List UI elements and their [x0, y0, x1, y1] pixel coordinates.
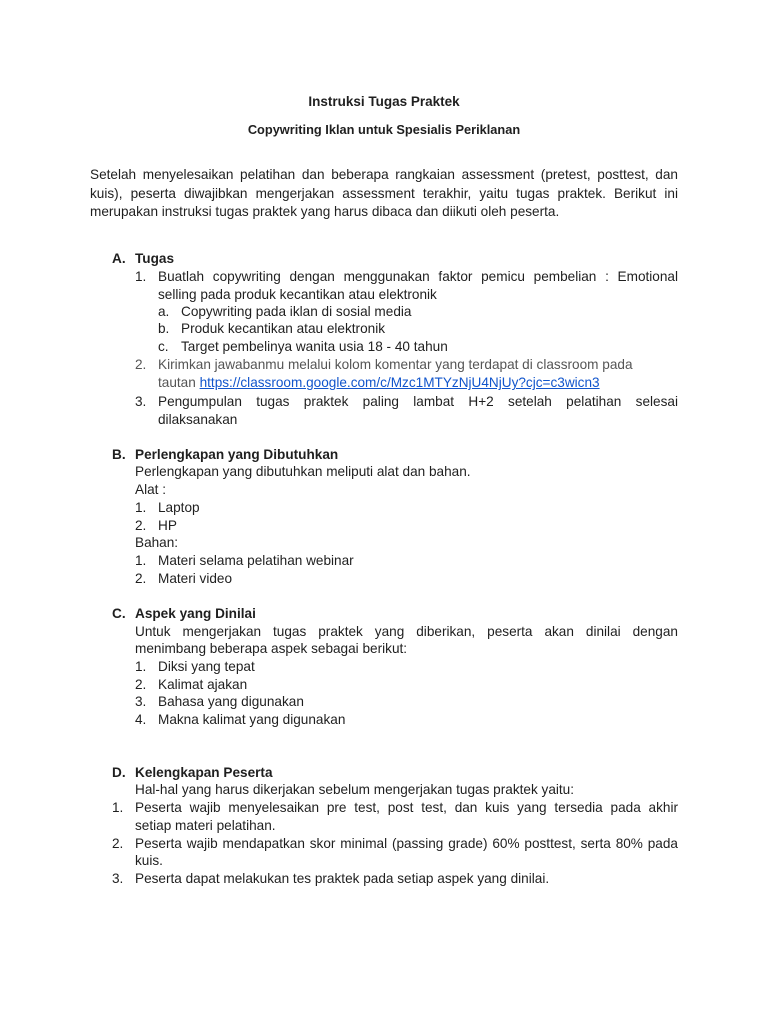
- section-d-letter: D.: [112, 765, 126, 780]
- section-d-item-1-line-2: setiap materi pelatihan.: [135, 818, 276, 833]
- sub-item-text: Produk kecantikan atau elektronik: [181, 321, 386, 336]
- section-c-description-line-1: Untuk mengerjakan tugas praktek yang diberikan, peserta akan dinilai dengan: [135, 624, 678, 639]
- list-number: 3.: [112, 871, 124, 886]
- section-d-item-2-line-2: kuis.: [135, 853, 163, 868]
- section-a-item-2-number: 2.: [135, 357, 147, 372]
- list-item: Materi video: [158, 571, 233, 586]
- tautan-label: tautan: [158, 375, 200, 390]
- section-b-description: Perlengkapan yang dibutuhkan meliputi alat dan bahan.: [135, 464, 471, 479]
- sub-item-letter: c.: [158, 339, 169, 354]
- list-number: 2.: [135, 518, 147, 533]
- list-item: HP: [158, 518, 177, 533]
- section-d-item-2-line-1: Peserta wajib mendapatkan skor minimal (passing grade) 60% posttest, serta 80% pada: [135, 836, 678, 851]
- section-a-letter: A.: [112, 251, 126, 266]
- document-title: Instruksi Tugas Praktek: [308, 94, 460, 109]
- list-item: Laptop: [158, 500, 200, 515]
- intro-line-2: kuis), peserta diwajibkan mengerjakan assessment terakhir, yaitu tugas praktek. Berikut ini: [90, 186, 678, 201]
- list-item: Kalimat ajakan: [158, 677, 248, 692]
- list-item: Diksi yang tepat: [158, 659, 255, 674]
- list-number: 3.: [135, 694, 147, 709]
- list-item: Makna kalimat yang digunakan: [158, 712, 346, 727]
- section-a-heading: Tugas: [135, 251, 175, 266]
- sub-item-text: Copywriting pada iklan di sosial media: [181, 304, 412, 319]
- sub-item-letter: a.: [158, 304, 170, 319]
- intro-line-3: merupakan instruksi tugas praktek yang harus dibaca dan diikuti oleh peserta.: [90, 204, 560, 219]
- document-subtitle: Copywriting Iklan untuk Spesialis Periklanan: [247, 122, 521, 137]
- list-item: Materi selama pelatihan webinar: [158, 553, 354, 568]
- classroom-link[interactable]: https://classroom.google.com/c/Mzc1MTYzNjU4NjUy?cjc=c3wicn3: [199, 375, 600, 390]
- section-b-heading: Perlengkapan yang Dibutuhkan: [135, 447, 339, 462]
- section-a-item-1-line-1: Buatlah copywriting dengan menggunakan faktor pemicu pembelian : Emotional: [158, 269, 678, 284]
- section-a-item-2-line-2: [158, 374, 600, 391]
- section-a-item-2-line-1: Kirimkan jawabanmu melalui kolom komentar yang terdapat di classroom pada: [158, 357, 633, 372]
- section-d-item-1-line-1: Peserta wajib menyelesaikan pre test, post test, dan kuis yang tersedia pada akhir: [135, 800, 678, 815]
- section-b-letter: B.: [112, 447, 126, 462]
- list-number: 2.: [112, 836, 124, 851]
- list-number: 4.: [135, 712, 147, 727]
- section-a-item-3-line-1: Pengumpulan tugas praktek paling lambat H+2 setelah pelatihan selesai: [158, 394, 678, 409]
- list-number: 1.: [135, 553, 147, 568]
- sub-item-text: Target pembelinya wanita usia 18 - 40 tahun: [181, 339, 448, 354]
- section-d-description: Hal-hal yang harus dikerjakan sebelum mengerjakan tugas praktek yaitu:: [135, 782, 575, 797]
- section-c-heading: Aspek yang Dinilai: [135, 606, 256, 621]
- list-number: 1.: [135, 659, 147, 674]
- list-number: 1.: [135, 500, 147, 515]
- intro-line-1: Setelah menyelesaikan pelatihan dan beberapa rangkaian assessment (pretest, posttest, dan: [90, 167, 678, 182]
- section-c-letter: C.: [112, 606, 126, 621]
- section-a-item-3-line-2: dilaksanakan: [158, 412, 238, 427]
- section-a-item-1-line-2: selling pada produk kecantikan atau elektronik: [158, 287, 437, 302]
- list-number: 2.: [135, 571, 147, 586]
- bahan-label: Bahan:: [135, 535, 179, 550]
- list-number: 2.: [135, 677, 147, 692]
- section-d-heading: Kelengkapan Peserta: [135, 765, 273, 780]
- alat-label: Alat :: [135, 482, 166, 497]
- list-number: 1.: [112, 800, 124, 815]
- sub-item-letter: b.: [158, 321, 170, 336]
- section-a-item-3-number: 3.: [135, 394, 147, 409]
- section-c-description-line-2: menimbang beberapa aspek sebagai berikut:: [135, 641, 408, 656]
- list-item: Bahasa yang digunakan: [158, 694, 304, 709]
- section-d-item-3-line-1: Peserta dapat melakukan tes praktek pada setiap aspek yang dinilai.: [135, 871, 550, 886]
- section-a-item-1-number: 1.: [135, 269, 147, 284]
